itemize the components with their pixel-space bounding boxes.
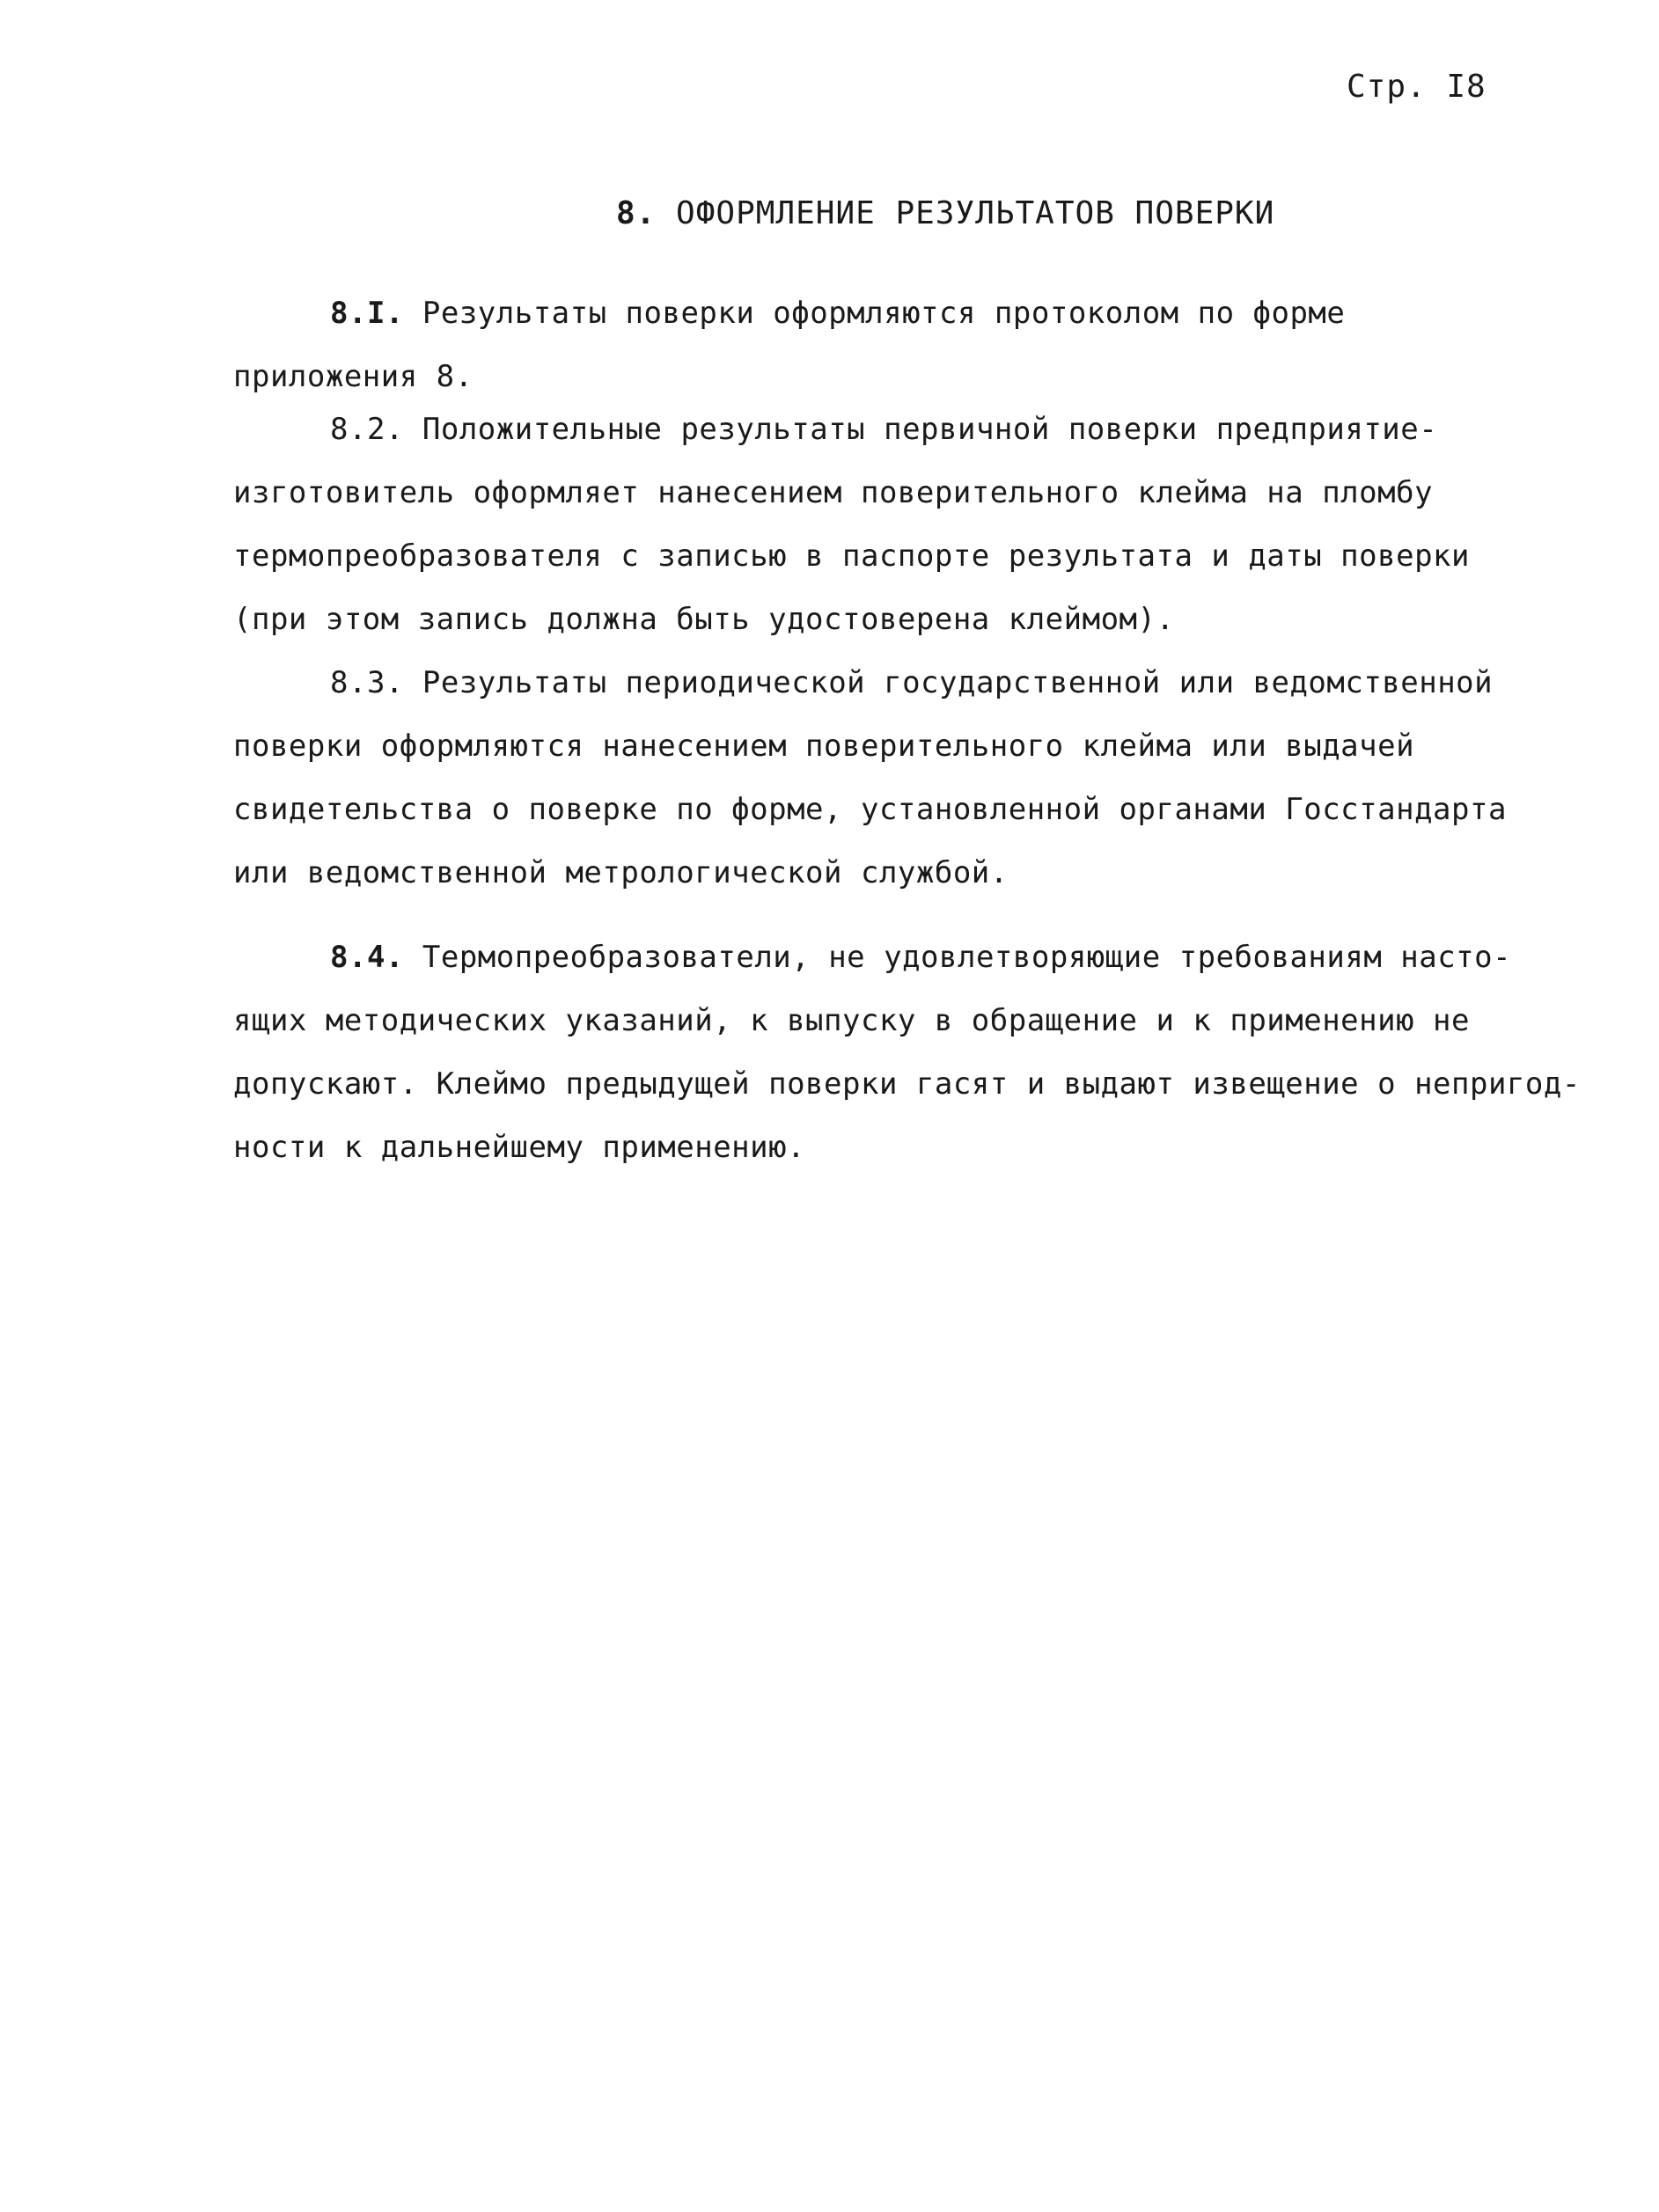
paragraph-line: или ведомственной метрологической службой.	[233, 855, 1009, 890]
paragraph-text: Положительные результаты первичной поверки предприятие-	[422, 412, 1438, 447]
paragraph-8-3	[233, 651, 1615, 905]
section-title: ОФОРМЛЕНИЕ РЕЗУЛЬТАТОВ ПОВЕРКИ	[676, 195, 1275, 231]
paragraph-line	[233, 926, 1615, 989]
paragraph-line: (при этом запись должна быть удостоверена клеймом).	[233, 602, 1175, 637]
paragraph-number: 8.3.	[330, 665, 404, 700]
paragraph-line: допускают. Клеймо предыдущей поверки гасят и выдают извещение о непригод-	[233, 1066, 1581, 1102]
paragraph-8-1	[233, 282, 1615, 408]
paragraph-text: Результаты периодической государственной или ведомственной	[422, 665, 1494, 700]
paragraph-number: 8.2.	[330, 412, 404, 447]
paragraph-number: 8.I.	[330, 296, 404, 331]
paragraph-line	[233, 651, 1615, 714]
page-number: Стр. I8	[1347, 69, 1486, 105]
paragraph-line: поверки оформляются нанесением поверительного клейма или выдачей	[233, 729, 1415, 764]
paragraph-line	[233, 398, 1615, 461]
paragraph-line: изготовитель оформляет нанесением поверительного клейма на пломбу	[233, 475, 1434, 510]
paragraph-number: 8.4.	[330, 940, 404, 975]
paragraph-line	[233, 282, 1615, 345]
paragraph-line: ящих методических указаний, к выпуску в обращение и к применению не	[233, 1003, 1470, 1038]
paragraph-8-4	[233, 926, 1615, 1179]
paragraph-line: свидетельства о поверке по форме, установленной органами Госстандарта	[233, 792, 1507, 827]
paragraph-line: приложения 8.	[233, 359, 473, 394]
section-number: 8.	[616, 195, 657, 231]
paragraph-line: ности к дальнейшему применению.	[233, 1130, 806, 1165]
paragraph-line: термопреобразователя с записью в паспорте результата и даты поверки	[233, 538, 1470, 574]
paragraph-8-2	[233, 398, 1615, 651]
paragraph-text: Термопреобразователи, не удовлетворяющие требованиям насто-	[422, 940, 1512, 975]
section-heading	[616, 195, 1274, 231]
paragraph-text: Результаты поверки оформляются протоколом по форме	[422, 296, 1346, 331]
